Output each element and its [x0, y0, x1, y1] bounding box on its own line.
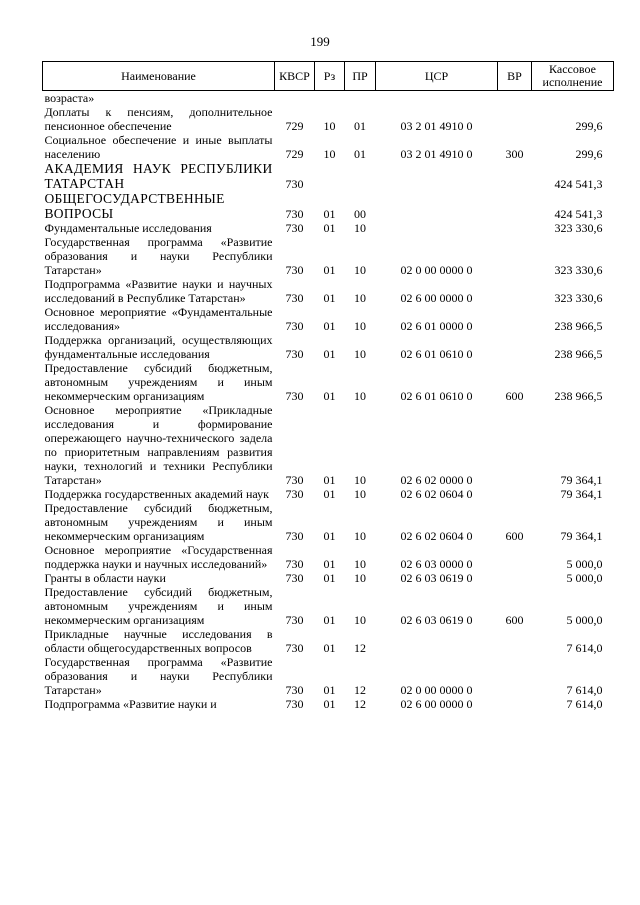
cell-name: Государственная программа «Развитие образования и науки Республики Татарстан»	[44, 235, 273, 277]
cell-pr: 10	[354, 389, 366, 403]
cell-csr	[376, 191, 498, 221]
col-header-sum-line1: Кассовое	[549, 62, 596, 76]
cell-pr: 10	[354, 571, 366, 585]
cell-kvsr: 730	[285, 319, 304, 333]
cell-rz: 01	[323, 347, 336, 361]
cell-vr: 600	[505, 529, 524, 543]
table-row	[43, 501, 614, 543]
cell-name: Доплаты к пенсиям, дополнительное пенсионное обеспечение	[44, 105, 273, 133]
cell-sum: 424 541,3	[554, 177, 603, 191]
cell-rz	[315, 91, 345, 106]
cell-pr: 12	[354, 697, 366, 711]
cell-sum: 79 364,1	[560, 473, 603, 487]
table-row	[43, 305, 614, 333]
cell-vr	[498, 221, 532, 235]
cell-rz: 01	[323, 389, 336, 403]
table-row	[43, 235, 614, 277]
cell-pr: 12	[354, 641, 366, 655]
cell-pr: 00	[354, 207, 366, 221]
cell-kvsr: 730	[285, 389, 304, 403]
cell-name: ОБЩЕГОСУДАРСТВЕННЫЕ ВОПРОСЫ	[44, 191, 225, 221]
cell-kvsr: 730	[285, 207, 304, 221]
table-row	[43, 585, 614, 627]
cell-vr	[498, 403, 532, 487]
cell-sum: 7 614,0	[566, 697, 603, 711]
cell-vr	[498, 697, 532, 711]
cell-name: Подпрограмма «Развитие науки и научных исследований в Республике Татарстан»	[44, 277, 273, 305]
cell-rz: 01	[323, 529, 336, 543]
cell-vr: 600	[505, 389, 524, 403]
col-header-sum-line2: исполнение	[542, 75, 603, 89]
cell-kvsr: 730	[285, 291, 304, 305]
cell-pr: 10	[354, 263, 366, 277]
cell-sum: 299,6	[575, 119, 603, 133]
cell-name: Прикладные научные исследования в области общегосударственных вопросов	[44, 627, 273, 655]
cell-pr: 10	[354, 319, 366, 333]
cell-csr: 02 6 03 0619 0	[400, 571, 473, 585]
cell-name: Предоставление субсидий бюджетным, автономным учреждениям и иным некоммерческим организациям	[44, 361, 273, 403]
cell-pr: 10	[354, 347, 366, 361]
cell-kvsr: 730	[285, 529, 304, 543]
cell-sum: 5 000,0	[566, 613, 603, 627]
table-row	[43, 627, 614, 655]
cell-kvsr: 730	[285, 571, 304, 585]
cell-kvsr: 730	[285, 641, 304, 655]
cell-csr: 02 6 01 0610 0	[400, 389, 473, 403]
cell-csr: 02 6 02 0000 0	[400, 473, 473, 487]
cell-pr: 10	[354, 613, 366, 627]
cell-kvsr: 730	[285, 557, 304, 571]
table-row	[43, 133, 614, 161]
cell-csr	[376, 221, 498, 235]
cell-sum: 79 364,1	[560, 529, 603, 543]
cell-name: Гранты в области науки	[44, 571, 166, 585]
cell-rz: 01	[323, 571, 336, 585]
cell-vr	[498, 655, 532, 697]
cell-name: Основное мероприятие «Фундаментальные исследования»	[44, 305, 273, 333]
cell-kvsr: 729	[285, 147, 304, 161]
cell-name: Основное мероприятие «Государственная поддержка науки и научных исследований»	[44, 543, 273, 571]
cell-sum: 238 966,5	[554, 347, 603, 361]
cell-vr	[498, 305, 532, 333]
cell-pr: 10	[354, 291, 366, 305]
cell-sum: 323 330,6	[554, 221, 603, 235]
cell-vr	[498, 277, 532, 305]
cell-name: Государственная программа «Развитие образования и науки Республики Татарстан»	[44, 655, 273, 697]
col-header-pr: ПР	[345, 62, 376, 91]
cell-csr: 02 6 02 0604 0	[400, 487, 473, 501]
cell-kvsr: 730	[285, 177, 304, 191]
cell-csr: 02 6 02 0604 0	[400, 529, 473, 543]
cell-rz: 01	[323, 487, 336, 501]
cell-csr	[376, 161, 498, 191]
table-row	[43, 333, 614, 361]
table-row	[43, 221, 614, 235]
table-row	[43, 697, 614, 711]
cell-sum: 424 541,3	[554, 207, 603, 221]
cell-vr	[498, 487, 532, 501]
cell-rz: 10	[323, 147, 336, 161]
cell-sum: 323 330,6	[554, 263, 603, 277]
cell-rz: 01	[323, 473, 336, 487]
budget-table	[42, 61, 614, 711]
cell-kvsr: 730	[285, 683, 304, 697]
table-row	[43, 403, 614, 487]
cell-vr: 600	[505, 613, 524, 627]
cell-csr	[376, 627, 498, 655]
cell-csr: 03 2 01 4910 0	[400, 119, 473, 133]
cell-kvsr: 730	[285, 347, 304, 361]
cell-name: Предоставление субсидий бюджетным, автономным учреждениям и иным некоммерческим организациям	[44, 501, 273, 543]
table-row	[43, 191, 614, 221]
cell-pr: 10	[354, 221, 366, 235]
col-header-name: Наименование	[43, 62, 275, 91]
cell-kvsr: 730	[285, 697, 304, 711]
table-row	[43, 487, 614, 501]
cell-kvsr: 729	[285, 119, 304, 133]
cell-name: возраста»	[44, 91, 95, 105]
cell-kvsr: 730	[285, 221, 304, 235]
cell-rz: 01	[323, 641, 336, 655]
cell-csr: 02 6 01 0000 0	[400, 319, 473, 333]
cell-rz: 01	[323, 207, 336, 221]
cell-vr	[498, 91, 532, 106]
table-row	[43, 91, 614, 106]
cell-rz: 01	[323, 291, 336, 305]
cell-sum: 79 364,1	[560, 487, 603, 501]
cell-csr: 02 6 03 0619 0	[400, 613, 473, 627]
cell-name: Основное мероприятие «Прикладные исследования и формирование опережающего научно-технического задела по приоритетным направлениям развития науки, технологий и техники Республики Татарстан»	[44, 403, 273, 487]
cell-sum: 299,6	[575, 147, 603, 161]
cell-rz: 10	[323, 119, 336, 133]
cell-sum	[532, 91, 614, 106]
cell-pr	[345, 91, 376, 106]
cell-name: Подпрограмма «Развитие науки и	[44, 697, 217, 711]
col-header-csr: ЦСР	[376, 62, 498, 91]
cell-rz: 01	[323, 683, 336, 697]
table-row	[43, 655, 614, 697]
cell-pr: 12	[354, 683, 366, 697]
cell-vr	[498, 235, 532, 277]
cell-rz	[315, 161, 345, 191]
cell-rz: 01	[323, 557, 336, 571]
cell-csr	[376, 91, 498, 106]
cell-kvsr: 730	[285, 487, 304, 501]
table-row	[43, 361, 614, 403]
cell-name: Поддержка организаций, осуществляющих фундаментальные исследования	[44, 333, 273, 361]
cell-kvsr: 730	[285, 263, 304, 277]
cell-sum: 5 000,0	[566, 571, 603, 585]
table-row	[43, 277, 614, 305]
cell-vr	[498, 333, 532, 361]
cell-name: АКАДЕМИЯ НАУК РЕСПУБЛИКИ ТАТАРСТАН	[44, 161, 273, 191]
cell-pr: 01	[354, 147, 366, 161]
cell-csr: 02 6 01 0610 0	[400, 347, 473, 361]
cell-vr: 300	[505, 147, 524, 161]
cell-sum: 5 000,0	[566, 557, 603, 571]
table-row	[43, 161, 614, 191]
cell-pr: 10	[354, 529, 366, 543]
cell-rz: 01	[323, 613, 336, 627]
cell-name: Фундаментальные исследования	[44, 221, 212, 235]
page-number: 199	[310, 34, 330, 49]
col-header-rz: Рз	[315, 62, 345, 91]
cell-sum: 7 614,0	[566, 683, 603, 697]
cell-pr: 01	[354, 119, 366, 133]
cell-sum: 323 330,6	[554, 291, 603, 305]
col-header-kvsr: КВСР	[275, 62, 315, 91]
cell-vr	[498, 543, 532, 571]
cell-rz: 01	[323, 697, 336, 711]
cell-name: Социальное обеспечение и иные выплаты населению	[44, 133, 273, 161]
cell-name: Предоставление субсидий бюджетным, автономным учреждениям и иным некоммерческим организациям	[44, 585, 273, 627]
cell-csr: 02 0 00 0000 0	[400, 263, 473, 277]
cell-name: Поддержка государственных академий наук	[44, 487, 269, 501]
cell-sum: 7 614,0	[566, 641, 603, 655]
cell-csr: 02 6 00 0000 0	[400, 697, 473, 711]
cell-kvsr: 730	[285, 473, 304, 487]
cell-pr: 10	[354, 487, 366, 501]
cell-vr	[498, 161, 532, 191]
cell-rz: 01	[323, 319, 336, 333]
cell-vr	[498, 571, 532, 585]
cell-kvsr	[275, 91, 315, 106]
cell-csr: 02 6 03 0000 0	[400, 557, 473, 571]
col-header-sum	[532, 62, 614, 91]
cell-vr	[498, 627, 532, 655]
cell-pr: 10	[354, 557, 366, 571]
table-row	[43, 571, 614, 585]
cell-rz: 01	[323, 263, 336, 277]
cell-csr: 02 0 00 0000 0	[400, 683, 473, 697]
table-header-row	[43, 62, 614, 91]
cell-sum: 238 966,5	[554, 319, 603, 333]
cell-kvsr: 730	[285, 613, 304, 627]
cell-vr	[498, 191, 532, 221]
cell-sum: 238 966,5	[554, 389, 603, 403]
col-header-vr: ВР	[498, 62, 532, 91]
cell-rz: 01	[323, 221, 336, 235]
cell-pr: 10	[354, 473, 366, 487]
table-row	[43, 543, 614, 571]
cell-csr: 03 2 01 4910 0	[400, 147, 473, 161]
cell-csr: 02 6 00 0000 0	[400, 291, 473, 305]
table-row	[43, 105, 614, 133]
cell-vr	[498, 105, 532, 133]
cell-pr	[345, 161, 376, 191]
